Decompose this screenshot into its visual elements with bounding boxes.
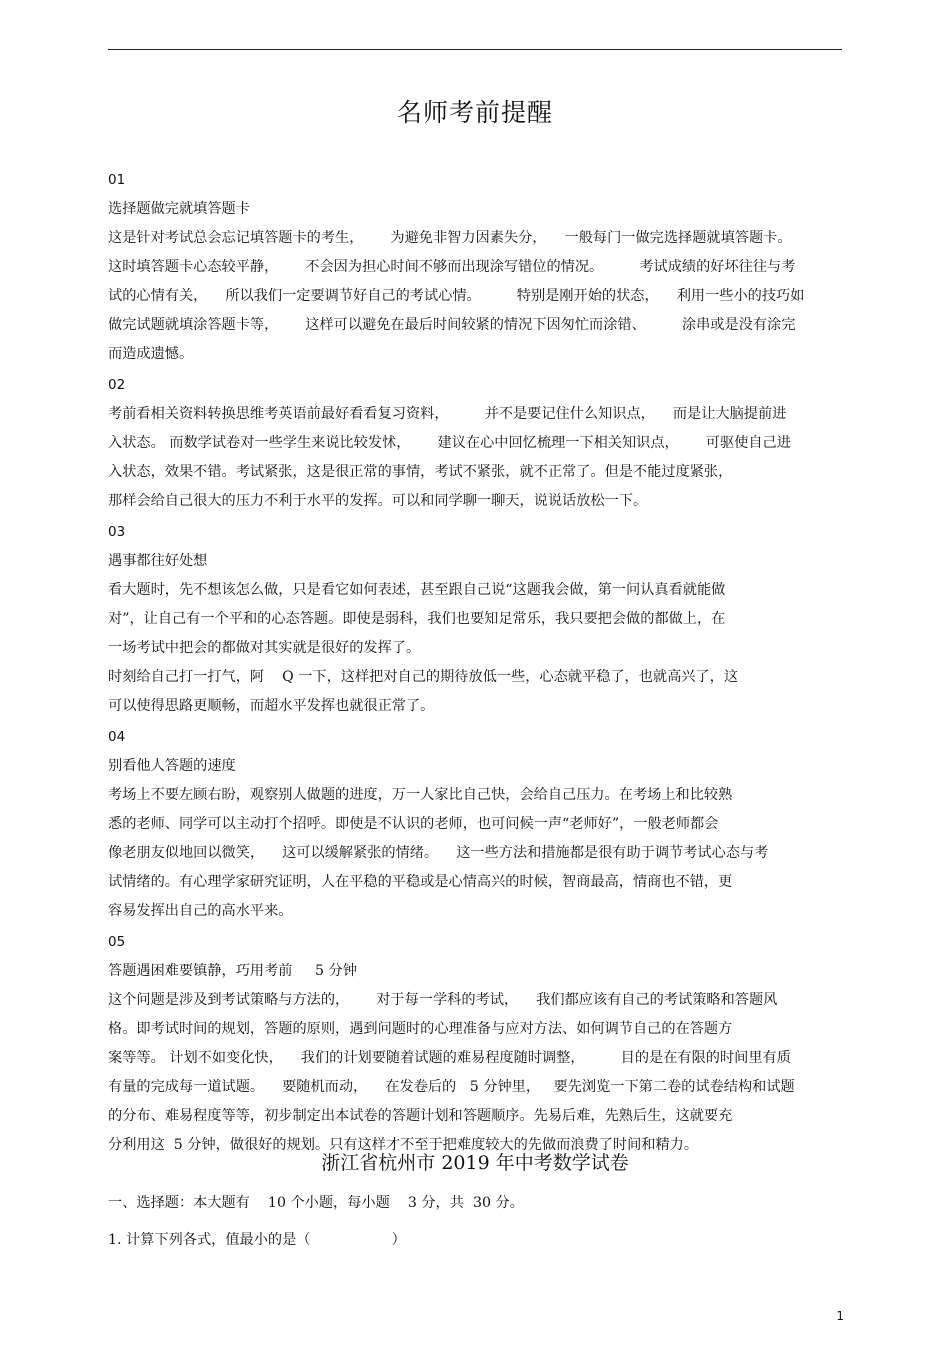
body-line: 试情绪的。有心理学家研究证明，人在平稳的平稳或是心情高兴的时候，智商最高，情商也不错，更: [108, 874, 733, 890]
body-line: 案等等。 计划不如变化快， 我们的计划要随着试题的难易程度随时调整， 目的是在有限的时间里有质: [108, 1050, 791, 1066]
body-line: 分利用这 5 分钟，做很好的规划。只有这样才不至于把难度较大的先做而浪费了时间和精力。: [108, 1137, 699, 1153]
body-line: 容易发挥出自己的高水平来。: [108, 903, 293, 919]
tip-section-01: [108, 166, 843, 369]
body-line: 那样会给自己很大的压力不利于水平的发挥。可以和同学聊一聊天，说说话放松一下。: [108, 493, 648, 509]
question-1: 1. 计算下列各式，值最小的是（ ）: [108, 1232, 406, 1248]
body-line: 而造成遗憾。: [108, 346, 194, 362]
section-number: 02: [108, 377, 126, 393]
choice-section-heading: 一、选择题：本大题有 10 个小题，每小题 3 分，共 30 分。: [108, 1195, 524, 1211]
tip-section-03: [108, 518, 843, 721]
page-title: 名师考前提醒: [396, 98, 553, 127]
tips-content: [108, 164, 843, 1160]
section-number: 04: [108, 729, 126, 745]
body-line: 这个问题是涉及到考试策略与方法的， 对于每一学科的考试， 我们都应该有自己的考试策略和答题风: [108, 992, 778, 1008]
section-heading: 遇事都往好处想: [108, 553, 208, 569]
body-line: 看大题时，先不想该怎么做，只是看它如何表述，甚至跟自己说“这题我会做，第一问认真看就能做: [108, 582, 726, 598]
page-number: 1: [836, 1309, 844, 1323]
tip-section-02: [108, 371, 843, 516]
body-line: 这时填答题卡心态较平静， 不会因为担心时间不够而出现涂写错位的情况。 考试成绩的好坏往往与考: [108, 259, 796, 275]
tip-section-05: [108, 928, 843, 1160]
body-line: 入状态。 而数学试卷对一些学生来说比较发怵， 建议在心中回忆梳理一下相关知识点， 可驱使自己进: [108, 435, 791, 451]
body-line: 入状态，效果不错。考试紧张，这是很正常的事情，考试不紧张，就不正常了。但是不能过度紧张，: [108, 464, 733, 480]
body-line: 的分布、难易程度等等，初步制定出本试卷的答题计划和答题顺序。先易后难，先熟后生，这就要充: [108, 1108, 733, 1124]
body-line: 格。即考试时间的规划，答题的原则，遇到问题时的心理准备与应对方法、如何调节自己的在答题方: [108, 1021, 733, 1037]
section-number: 01: [108, 172, 126, 188]
body-line: 这是针对考试总会忘记填答题卡的考生， 为避免非智力因素失分， 一般每门一做完选择题就填答题卡。: [108, 230, 792, 246]
body-line: 有量的完成每一道试题。 要随机而动， 在发卷后的 5 分钟里， 要先浏览一下第二卷的试卷结构和试题: [108, 1079, 795, 1095]
body-line: 一场考试中把会的都做对其实就是很好的发挥了。: [108, 640, 421, 656]
body-line: 可以使得思路更顺畅，而超水平发挥也就很正常了。: [108, 698, 435, 714]
body-line: 考前看相关资料转换思维考英语前最好看看复习资料， 并不是要记住什么知识点， 而是让大脑提前进: [108, 406, 787, 422]
section-number: 03: [108, 524, 126, 540]
section-heading: 别看他人答题的速度: [108, 758, 236, 774]
body-line: 像老朋友似地回以微笑， 这可以缓解紧张的情绪。 这一些方法和措施都是很有助于调节考试心态与考: [108, 845, 769, 861]
tip-section-04: [108, 723, 843, 926]
body-line: 试的心情有关， 所以我们一定要调节好自己的考试心情。 特别是刚开始的状态， 利用一些小的技巧如: [108, 288, 805, 304]
section-number: 05: [108, 934, 126, 950]
body-line: 悉的老师、同学可以主动打个招呼。即使是不认识的老师，也可问候一声“老师好”，一般老师都会: [108, 816, 719, 832]
body-line: 做完试题就填涂答题卡等， 这样可以避免在最后时间较紧的情况下因匆忙而涂错、 涂串或是没有涂完: [108, 317, 796, 333]
exam-title: 浙江省杭州市 2019 年中考数学试卷: [321, 1152, 629, 1174]
body-line: 时刻给自己打一打气，阿 Q 一下，这样把对自己的期待放低一些，心态就平稳了，也就高兴了，这: [108, 669, 739, 685]
body-line: 对”，让自己有一个平和的心态答题。即使是弱科，我们也要知足常乐，我只要把会做的都做上，在: [108, 611, 726, 627]
body-line: 考场上不要左顾右盼，观察别人做题的进度，万一人家比自己快，会给自己压力。在考场上和比较熟: [108, 787, 733, 803]
section-heading: 选择题做完就填答题卡: [108, 201, 250, 217]
section-heading: 答题遇困难要镇静，巧用考前 5 分钟: [108, 963, 357, 979]
top-rule: [108, 49, 842, 50]
